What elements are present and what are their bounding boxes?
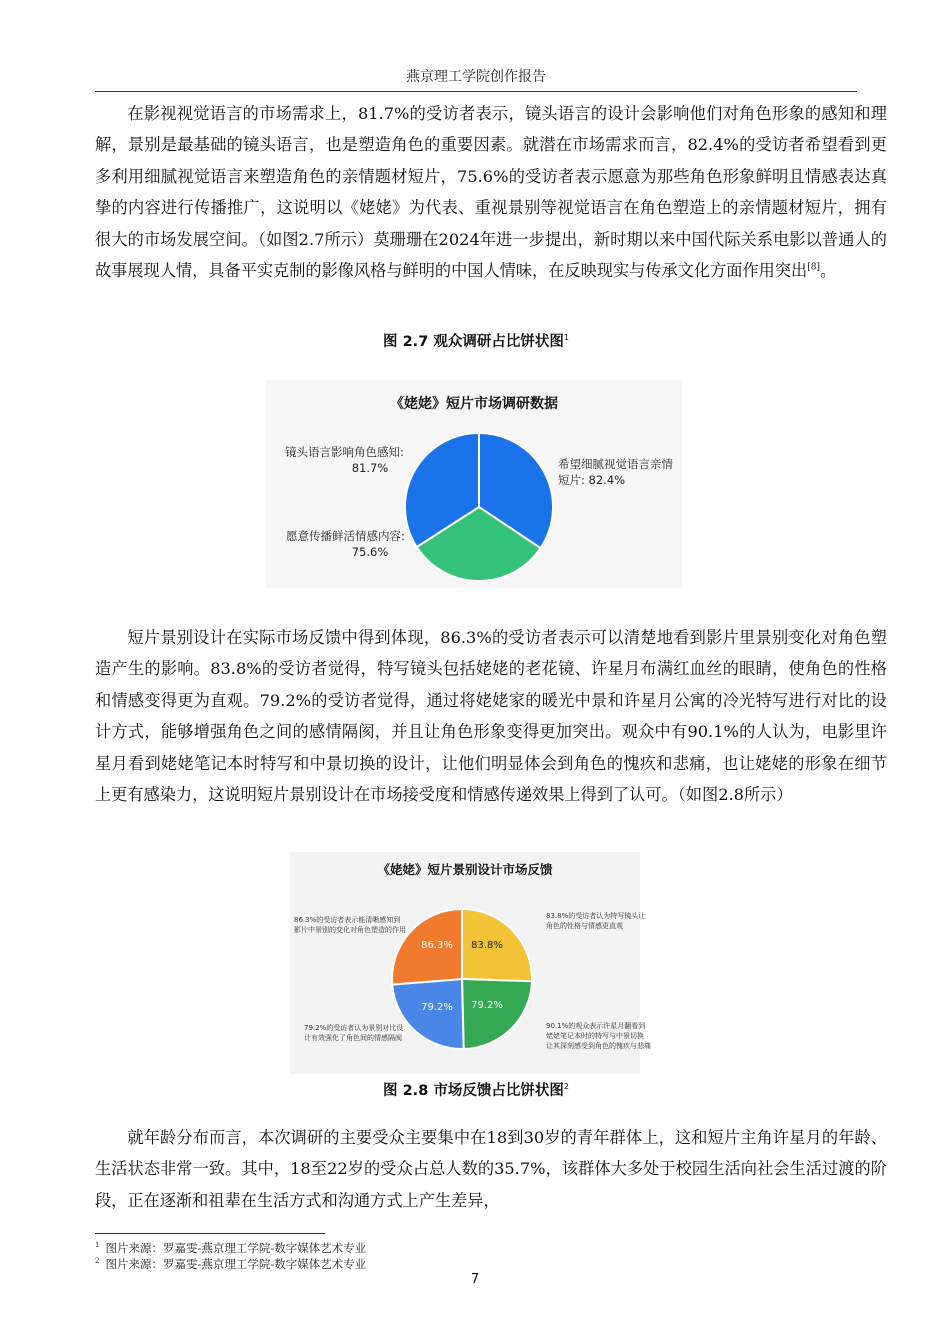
note-br-line2: 姥姥笔记本时的特写与中景切换 <box>546 1032 644 1040</box>
pie1-slices <box>405 433 553 581</box>
paragraph-end: 。 <box>820 261 837 281</box>
footnote-ref[interactable]: 2 <box>563 1082 569 1092</box>
paragraph-text: 在影视视觉语言的市场需求上，81.7%的受访者表示，镜头语言的设计会影响他们对角色形象的感知和理解，景别是最基础的镜头语言，也是塑造角色的重要因素。就潜在市场需求而言，82.4%的受访者希望看到更多利用细腻视觉语言来塑造角色的亲情题材短片，75.6%的受访者表示愿意为那些角色形象鲜明且情感表达真挚的内容进行传播推广，这说明以《姥姥》为代表、重视景别等视觉语言在角色塑造上的亲情题材短片，拥有很大的市场发展空间。（如图2.7所示）莫珊珊在2024年进一步提出，新时期以来中国代际关系电影以普通人的故事展现人情，具备平实克制的影像风格与鲜明的中国人情味，在反映现实与传承文化方面作用突出 <box>95 104 887 281</box>
pie-chart-survey-svg <box>266 380 682 588</box>
footnote-1 <box>95 1240 366 1256</box>
footnote-number: 2 <box>95 1257 100 1266</box>
caption-text: 图 2.7 观众调研占比饼状图 <box>383 334 564 350</box>
label-right-line2: 短片: 82.4% <box>558 473 626 487</box>
note-tl-line2: 影片中景别的变化对角色塑造的作用 <box>294 926 406 934</box>
footnote-2 <box>95 1256 366 1272</box>
figure-caption-2-7 <box>95 330 857 351</box>
paragraph-market-demand <box>95 98 887 286</box>
label-left-top-line2: 81.7% <box>351 461 389 475</box>
pie-chart-survey <box>266 380 682 588</box>
pie-chart-feedback <box>290 852 651 1074</box>
footnote-rule <box>95 1233 325 1234</box>
note-br-line1: 90.1%的观众表示许星月翻看到 <box>546 1022 646 1030</box>
footnote-ref[interactable]: 1 <box>563 333 569 343</box>
paragraph-age-distribution: 就年龄分布而言，本次调研的主要受众主要集中在18到30岁的青年群体上，这和短片主角许星月的年龄、生活状态非常一致。其中，18至22岁的受众占总人数的35.7%，该群体大多处于校园生活向社会生活过渡的阶段，正在逐渐和祖辈在生活方式和沟通方式上产生差异， <box>95 1128 887 1210</box>
note-bl-line1: 79.2%的受访者认为景别对比设 <box>304 1024 404 1032</box>
value-label-79-2-green: 79.2% <box>471 1000 503 1011</box>
value-label-86-3: 86.3% <box>421 940 453 951</box>
note-br-line3: 让其深刻感受到角色的愧疚与悲痛 <box>546 1042 651 1050</box>
page-number: 7 <box>470 1272 480 1287</box>
header-rule <box>95 91 857 92</box>
footnote-text: 图片来源：罗嘉雯-燕京理工学院-数字媒体艺术专业 <box>105 1257 367 1271</box>
label-left-top-line1: 镜头语言影响角色感知: <box>285 445 404 459</box>
footnote-number: 1 <box>95 1241 100 1250</box>
note-bl-line2: 计有效强化了角色间的情感隔阂 <box>304 1034 402 1042</box>
footnote-text: 图片来源：罗嘉雯-燕京理工学院-数字媒体艺术专业 <box>105 1241 367 1255</box>
note-tr-line2: 角色的性格与情感更直观 <box>546 922 623 930</box>
note-tl-line1: 86.3%的受访者表示能清晰感知到 <box>294 916 401 924</box>
chart-title: 《姥姥》短片景别设计市场反馈 <box>377 862 553 877</box>
chart-title: 《姥姥》短片市场调研数据 <box>390 396 558 412</box>
label-left-bottom-line2: 75.6% <box>351 545 389 559</box>
citation-ref[interactable]: [8] <box>807 262 820 273</box>
label-right-line1: 希望细腻视觉语言亲情 <box>558 457 673 471</box>
page-header: 燕京理工学院创作报告 <box>406 69 546 85</box>
note-tr-line1: 83.8%的受访者认为特写镜头让 <box>546 912 646 920</box>
pie2-slices <box>392 909 532 1049</box>
value-label-79-2-blue: 79.2% <box>421 1002 453 1013</box>
paragraph-market-feedback: 短片景别设计在实际市场反馈中得到体现，86.3%的受访者表示可以清楚地看到影片里景别变化对角色塑造产生的影响。83.8%的受访者觉得，特写镜头包括姥姥的老花镜、许星月布满红血丝的眼睛，使角色的性格和情感变得更为直观。79.2%的受访者觉得，通过将姥姥家的暖光中景和许星月公寓的冷光特写进行对比的设计方式，能够增强角色之间的感情隔阂，并且让角色形象变得更加突出。观众中有90.1%的人认为，电影里许星月看到姥姥笔记本时特写和中景切换的设计，让他们明显体会到角色的愧疚和悲痛，也让姥姥的形象在细节上更有感染力，这说明短片景别设计在市场接受度和情感传递效果上得到了认可。（如图2.8所示） <box>95 628 887 805</box>
figure-caption-2-8 <box>95 1079 857 1100</box>
caption-text: 图 2.8 市场反馈占比饼状图 <box>383 1083 564 1099</box>
label-left-bottom-line1: 愿意传播鲜活情感内容: <box>286 529 405 543</box>
pie2-slice-2 <box>392 979 463 1049</box>
value-label-83-8: 83.8% <box>471 940 503 951</box>
pie2-slice-1 <box>462 979 532 1049</box>
pie-chart-feedback-svg <box>290 852 651 1074</box>
